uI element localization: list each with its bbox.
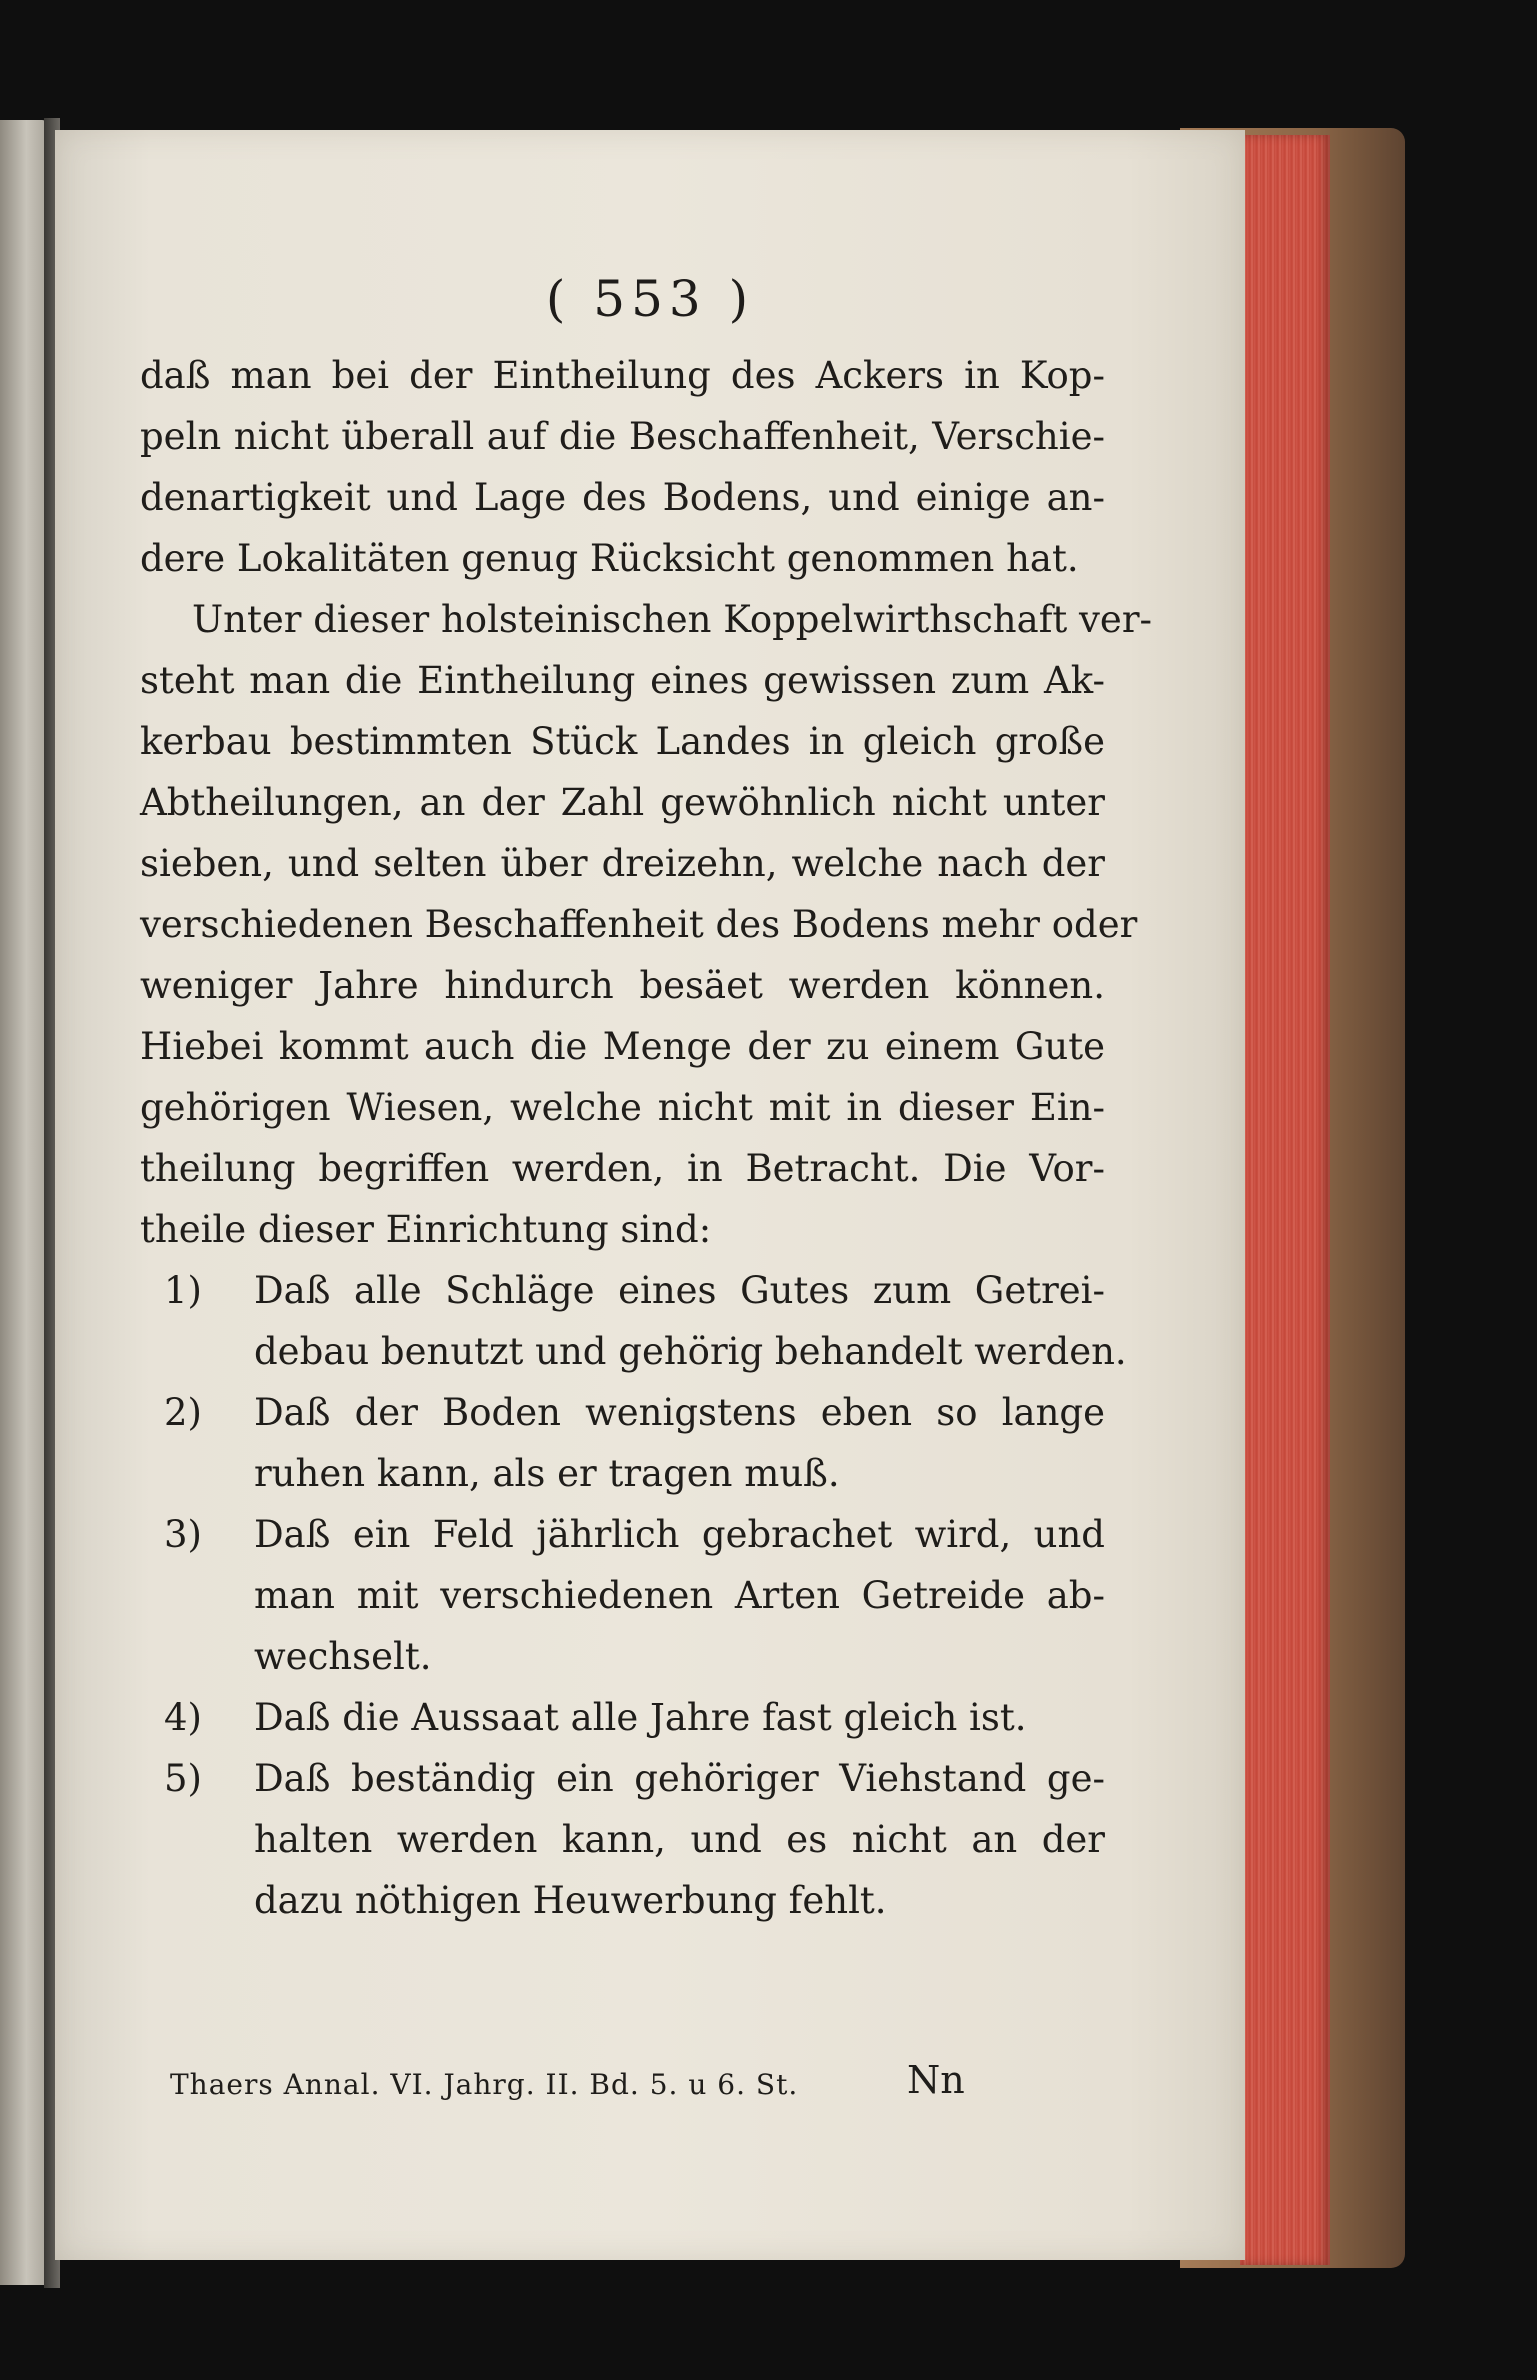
list-number: 2) [164,1391,202,1434]
text-line: weniger Jahre hindurch besäet werden können. [140,964,1105,1007]
list-text: Daß alle Schläge eines Gutes zum Getrei- [254,1269,1105,1312]
text-line: verschiedenen Beschaffenheit des Bodens mehr oder [140,903,1138,946]
page-number: ( 553 ) [545,270,755,328]
text-line: steht man die Eintheilung eines gewissen zum Ak- [140,659,1105,702]
text-line: theilung begriffen werden, in Betracht. Die Vor- [140,1147,1105,1190]
list-text: Daß die Aussaat alle Jahre fast gleich ist. [254,1696,1027,1739]
list-text: Daß ein Feld jährlich gebrachet wird, und [254,1513,1105,1556]
list-number: 4) [164,1696,202,1739]
text-line: kerbau bestimmten Stück Landes in gleich große [140,720,1105,763]
previous-page-edge [0,120,48,2285]
paragraph-1 [140,345,1105,589]
text-line: Abtheilungen, an der Zahl gewöhnlich nicht unter [140,781,1105,824]
printer-signature-mark: Nn [907,2058,965,2102]
list-number: 5) [164,1757,202,1800]
paragraph-2 [140,589,1153,1260]
list-text: dazu nöthigen Heuwerbung fehlt. [254,1879,887,1922]
red-page-edges [1240,135,1330,2265]
list-item-5 [140,1748,1105,1931]
text-line: Unter dieser holsteinischen Koppelwirthschaft ver- [192,598,1153,641]
numbered-list [140,1260,1127,1931]
list-text: halten werden kann, und es nicht an der [254,1818,1105,1861]
text-line: gehörigen Wiesen, welche nicht mit in dieser Ein- [140,1086,1105,1129]
text-line: denartigkeit und Lage des Bodens, und einige an- [140,476,1105,519]
list-item-4 [140,1687,1105,1748]
list-text: Daß der Boden wenigstens eben so lange [254,1391,1105,1434]
text-line: dere Lokalitäten genug Rücksicht genommen hat. [140,537,1079,580]
list-item-2 [140,1382,1105,1504]
text-line: Hiebei kommt auch die Menge der zu einem Gute [140,1025,1105,1068]
list-number: 3) [164,1513,202,1556]
list-text: man mit verschiedenen Arten Getreide ab- [254,1574,1105,1617]
text-line: theile dieser Einrichtung sind: [140,1208,712,1251]
text-line: sieben, und selten über dreizehn, welche nach der [140,842,1105,885]
list-text: wechselt. [254,1635,432,1678]
page-text [140,345,1153,1931]
list-item-3 [140,1504,1105,1687]
list-text: ruhen kann, als er tragen muß. [254,1452,840,1495]
list-item-1 [140,1260,1127,1382]
book-page [55,130,1245,2260]
footer-signature-line: Thaers Annal. VI. Jahrg. II. Bd. 5. u 6. St. [170,2068,799,2101]
list-text: Daß beständig ein gehöriger Viehstand ge- [254,1757,1105,1800]
list-number: 1) [164,1269,202,1312]
text-line: daß man bei der Eintheilung des Ackers in Kop- [140,354,1105,397]
text-line: peln nicht überall auf die Beschaffenheit, Verschie- [140,415,1105,458]
list-text: debau benutzt und gehörig behandelt werden. [254,1330,1127,1373]
